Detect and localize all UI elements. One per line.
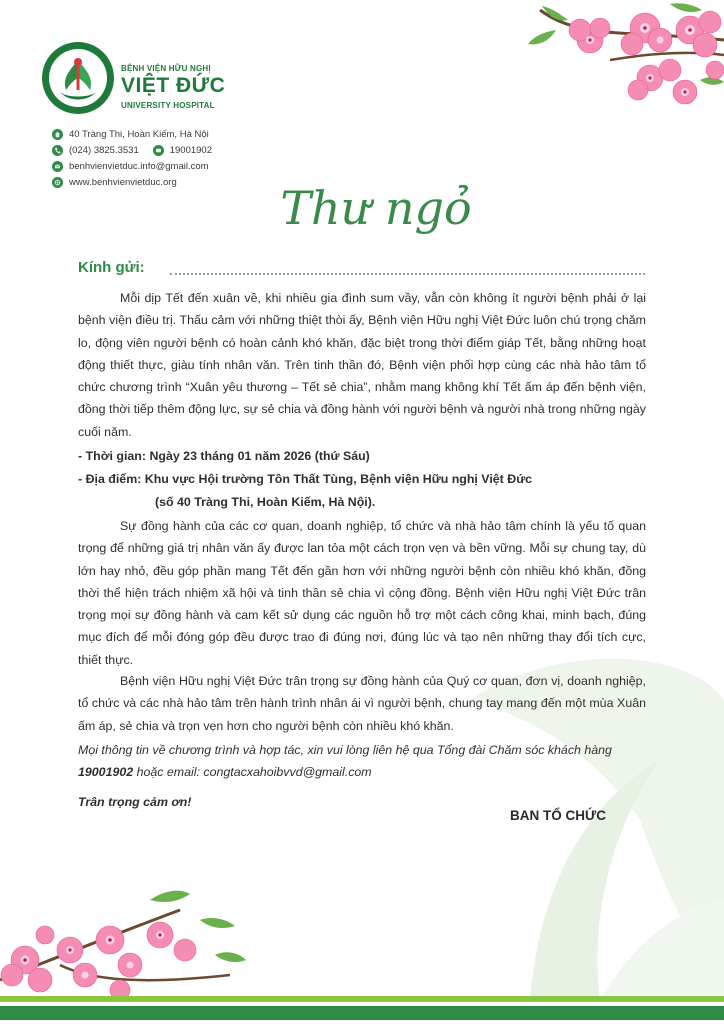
event-time: - Thời gian: Ngày 23 tháng 01 năm 2026 (thứ Sáu) xyxy=(78,449,370,463)
contact-note xyxy=(78,739,646,783)
event-place: - Địa điểm: Khu vực Hội trường Tôn Thất Tùng, Bệnh viện Hữu nghị Việt Đức xyxy=(78,472,533,486)
email-icon xyxy=(52,161,63,172)
blossom-top-decoration xyxy=(520,0,724,110)
website-text[interactable]: www.benhvienvietduc.org xyxy=(69,176,177,188)
footer-bar xyxy=(0,996,724,1024)
hospital-logo xyxy=(40,40,116,116)
paragraph-1: Mỗi dịp Tết đến xuân về, khi nhiều gia đình sum vầy, vẫn còn không ít người bệnh phải ở lại bệnh viện điều trị. Thấu cảm với những thiệt thòi ấy, Bệnh viện Hữu nghị Việt Đức luôn chú trọng chăm lo, động viên người bệnh có hoàn cảnh khó khăn, đặc biệt trong thời điểm giáp Tết, bằng những hoạt động thiết thực, giàu tính nhân văn. Trên tinh thần đó, Bệnh viện phối hợp cùng các nhà hảo tâm tổ chức chương trình “Xuân yêu thương – Tết sẻ chia”, nhằm mang không khí Tết ấm áp đến bệnh viện, đồng thời tiếp thêm động lực, sự sẻ chia và đồng hành với người bệnh và người nhà trong những ngày cuối năm. xyxy=(78,291,646,439)
paragraph-3: Bệnh viện Hữu nghị Việt Đức trân trọng sự đồng hành của Quý cơ quan, đơn vị, doanh nghiệp, tổ chức và các nhà hảo tâm trên hành trình nhân ái vì người bệnh, chung tay mang đến một mùa Xuân ấm áp, sẻ chia và trọn vẹn hơn cho người bệnh còn nhiều khó khăn. xyxy=(78,674,646,733)
logo-line2: VIỆT ĐỨC xyxy=(121,74,226,97)
logo-line1: BỆNH VIỆN HỮU NGHỊ xyxy=(121,64,211,73)
signature: BAN TỔ CHỨC xyxy=(510,808,606,823)
event-place-detail: (số 40 Tràng Thi, Hoàn Kiếm, Hà Nội). xyxy=(155,495,376,509)
letter-title xyxy=(276,172,476,252)
address-text: 40 Tràng Thi, Hoàn Kiếm, Hà Nội xyxy=(69,128,209,140)
letter-title-text: Thư ngỏ xyxy=(280,181,472,235)
contact-note-post: hoặc email: congtacxahoibvvd@gmail.com xyxy=(133,765,372,779)
paragraph-2: Sự đồng hành của các cơ quan, doanh nghiệp, tổ chức và nhà hảo tâm chính là yếu tố quan trọng để những giá trị nhân văn ấy được lan tỏa một cách trọn vẹn và bền vững. Mỗi sự chung tay, dù lớn hay nhỏ, đều góp phần mang Tết đến gần hơn với những người bệnh còn nhiều khó khăn, đồng thời thể hiện trách nhiệm xã hội và tinh thần sẻ chia vì cộng đồng. Bệnh viện Hữu nghị Việt Đức trân trọng mọi sự đồng hành và cam kết sử dụng các nguồn hỗ trợ một cách công khai, minh bạch, đúng mục đích để mỗi đóng góp đều được trao đi đúng nơi, đúng lúc và tạo nên những thay đổi tích cực, thiết thực. xyxy=(78,519,646,667)
thanks-text: Trân trọng cảm ơn! xyxy=(78,795,192,809)
address-row xyxy=(52,127,209,141)
globe-icon xyxy=(52,177,63,188)
home-icon xyxy=(52,129,63,140)
greeting-dotted-line xyxy=(170,273,645,275)
hotline-text[interactable]: 19001902 xyxy=(169,144,213,156)
email-text[interactable]: benhvienvietduc.info@gmail.com xyxy=(69,160,209,172)
website-row xyxy=(52,175,177,189)
phone-text[interactable]: (024) 3825.3531 xyxy=(69,144,139,156)
contact-hotline[interactable]: 19001902 xyxy=(78,765,134,779)
phone-icon xyxy=(52,145,63,156)
blossom-bottom-decoration xyxy=(0,880,250,1010)
contact-note-pre: Mọi thông tin về chương trình và hợp tác, xin vui lòng liên hệ qua Tổng đài Chăm sóc khách hàng xyxy=(78,743,612,757)
logo-line3: UNIVERSITY HOSPITAL xyxy=(121,101,215,110)
greeting-label: Kính gửi: xyxy=(78,259,145,276)
hotline-icon xyxy=(153,145,164,156)
email-row xyxy=(52,159,209,173)
phone-row xyxy=(52,143,212,157)
